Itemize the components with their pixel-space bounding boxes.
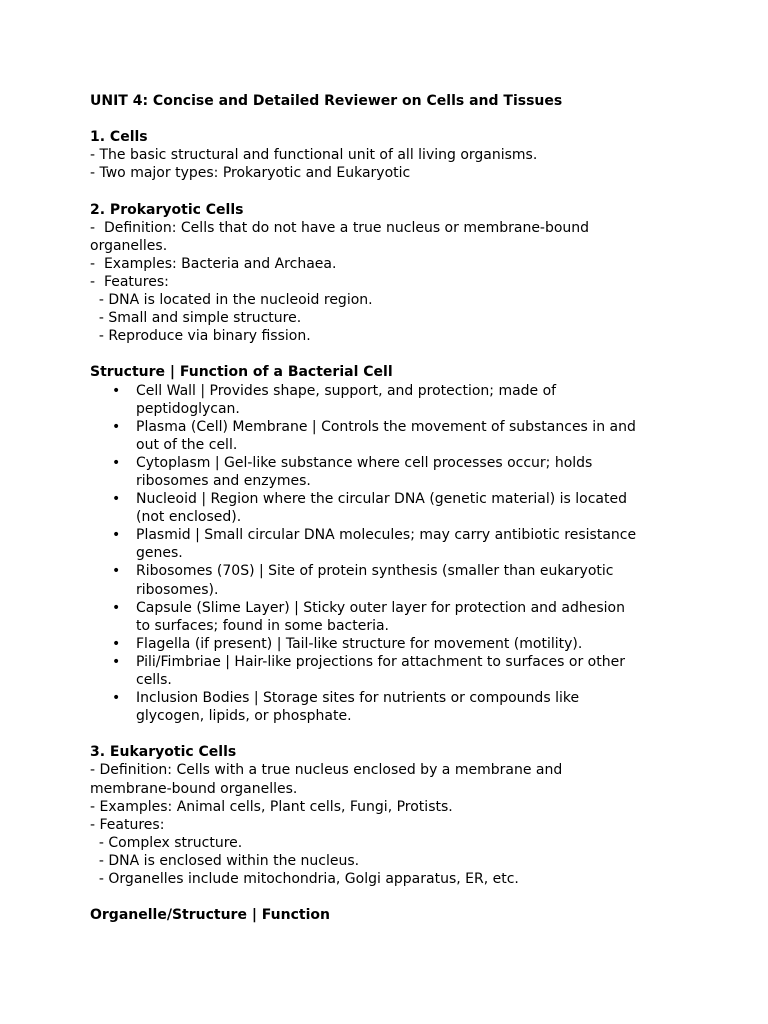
bullet-icon: • [112, 491, 121, 508]
bullet-icon: • [112, 635, 121, 652]
bacterial-cell-heading: Structure | Function of a Bacterial Cell [90, 364, 393, 381]
list-item [90, 382, 686, 418]
list-item [90, 418, 686, 454]
list-item [90, 635, 686, 653]
list-item-text: Nucleoid | Region where the circular DNA (genetic material) is located [136, 491, 627, 508]
list-item [90, 526, 686, 562]
section-2-line: - Examples: Bacteria and Archaea. [90, 255, 337, 272]
organelle-table-heading: Organelle/Structure | Function [90, 907, 330, 924]
document-title: UNIT 4: Concise and Detailed Reviewer on Cells and Tissues [90, 93, 563, 109]
bullet-icon: • [112, 382, 121, 399]
list-item-text: Inclusion Bodies | Storage sites for nutrients or compounds like [136, 690, 580, 707]
bullet-icon: • [112, 653, 121, 670]
section-3-line: - Examples: Animal cells, Plant cells, Fungi, Protists. [90, 798, 453, 815]
section-3-line: - Definition: Cells with a true nucleus enclosed by a membrane and [90, 762, 563, 779]
list-item-text: to surfaces; found in some bacteria. [136, 617, 389, 634]
section-1-line: - Two major types: Prokaryotic and Eukaryotic [90, 165, 411, 182]
list-item-text: peptidoglycan. [136, 400, 240, 417]
section-2-line: - Features: [90, 273, 169, 290]
list-item [90, 599, 686, 635]
section-2-line: - DNA is located in the nucleoid region. [90, 292, 373, 309]
section-3-line: - Features: [90, 816, 165, 833]
section-2-line: - Small and simple structure. [90, 310, 302, 327]
list-item-text: Cytoplasm | Gel-like substance where cell processes occur; holds [136, 454, 593, 471]
bullet-icon: • [112, 563, 121, 580]
bacterial-structure-list [90, 382, 690, 726]
section-3-line: - DNA is enclosed within the nucleus. [90, 852, 360, 869]
list-item-text: genes. [136, 545, 183, 562]
list-item-text: Cell Wall | Provides shape, support, and protection; made of [136, 382, 557, 399]
spacer [90, 110, 690, 128]
list-item-text: Capsule (Slime Layer) | Sticky outer layer for protection and adhesion [136, 599, 625, 616]
list-item-text: (not enclosed). [136, 509, 242, 526]
spacer [90, 345, 690, 363]
section-2-line: organelles. [90, 237, 168, 254]
list-item [90, 490, 686, 526]
list-item [90, 454, 686, 490]
list-item-text: cells. [136, 672, 172, 688]
list-item [90, 653, 686, 689]
list-item-text: ribosomes). [136, 581, 219, 598]
list-item-text: Plasma (Cell) Membrane | Controls the movement of substances in and [136, 418, 636, 435]
list-item-text: Pili/Fimbriae | Hair-like projections for attachment to surfaces or other [136, 653, 625, 670]
list-item-text: Ribosomes (70S) | Site of protein synthesis (smaller than eukaryotic [136, 563, 614, 580]
list-item-text: Plasmid | Small circular DNA molecules; may carry antibiotic resistance [136, 527, 637, 544]
spacer [90, 888, 690, 906]
bullet-icon: • [112, 454, 121, 471]
bullet-icon: • [112, 690, 121, 707]
list-item [90, 562, 686, 598]
list-item-text: ribosomes and enzymes. [136, 472, 311, 489]
section-3-line: - Organelles include mitochondria, Golgi apparatus, ER, etc. [90, 871, 519, 888]
bullet-icon: • [112, 418, 121, 435]
bullet-icon: • [112, 599, 121, 616]
list-item-text: Flagella (if present) | Tail-like structure for movement (motility). [136, 635, 583, 652]
section-2-heading: 2. Prokaryotic Cells [90, 201, 244, 218]
spacer [90, 182, 690, 200]
spacer [90, 725, 690, 743]
section-2-line: - Definition: Cells that do not have a true nucleus or membrane-bound [90, 219, 590, 236]
list-item-text: out of the cell. [136, 436, 238, 453]
section-3-heading: 3. Eukaryotic Cells [90, 744, 237, 761]
section-3-line: - Complex structure. [90, 834, 243, 851]
document-page [90, 92, 690, 924]
section-1-heading: 1. Cells [90, 129, 148, 146]
list-item-text: glycogen, lipids, or phosphate. [136, 708, 352, 725]
section-1-line: - The basic structural and functional unit of all living organisms. [90, 147, 538, 164]
section-2-line: - Reproduce via binary fission. [90, 328, 311, 345]
list-item [90, 689, 686, 725]
bullet-icon: • [112, 527, 121, 544]
section-3-line: membrane-bound organelles. [90, 780, 298, 797]
